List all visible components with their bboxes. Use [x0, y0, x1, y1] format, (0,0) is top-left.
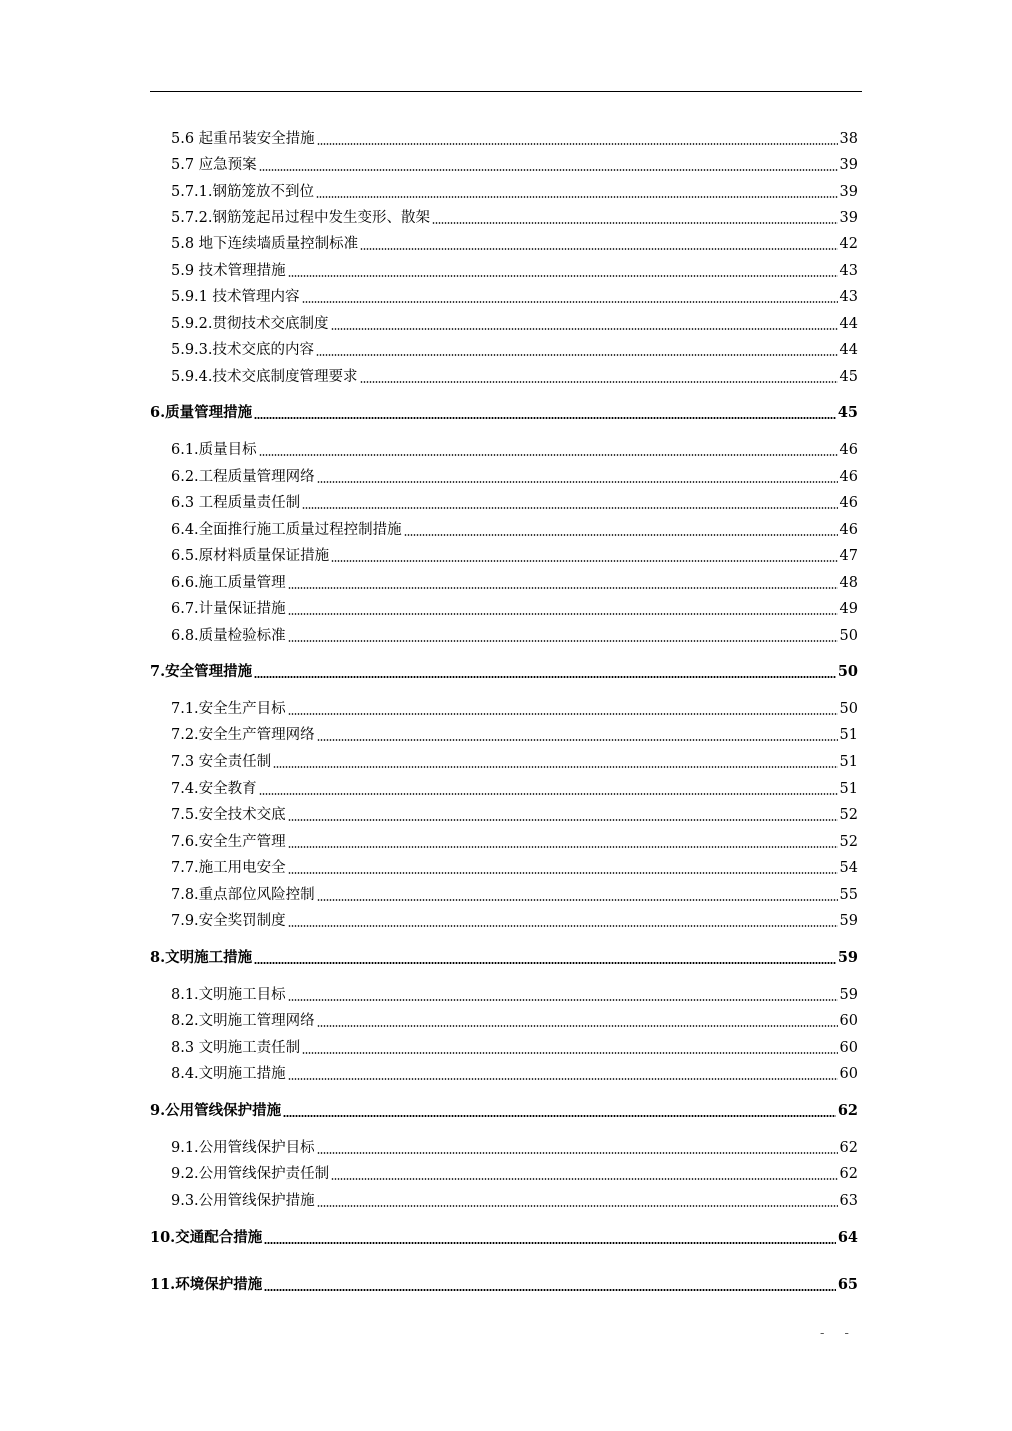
dot-leader	[331, 328, 838, 330]
dot-leader	[331, 560, 837, 562]
toc-entry-title: 6.2.工程质量管理网络	[171, 469, 315, 485]
dot-leader	[360, 381, 838, 383]
toc-entry-page-number: 60	[839, 1040, 858, 1056]
toc-section-entry[interactable]	[171, 722, 858, 744]
toc-section-entry[interactable]	[171, 258, 858, 280]
toc-entry-page-number: 47	[839, 548, 858, 564]
dot-leader	[264, 1242, 836, 1244]
toc-entry-page-number: 59	[837, 949, 858, 966]
toc-entry-title: 6.8.质量检验标准	[171, 628, 286, 644]
toc-entry-title: 6.3 工程质量责任制	[171, 495, 301, 511]
toc-section-entry[interactable]	[171, 776, 858, 798]
dot-leader	[288, 999, 838, 1001]
toc-section-entry[interactable]	[171, 908, 858, 930]
dot-leader	[254, 676, 836, 678]
toc-entry-title: 11.环境保护措施	[150, 1276, 263, 1293]
toc-entry-title: 9.1.公用管线保护目标	[171, 1140, 315, 1156]
dot-leader	[302, 507, 837, 509]
dot-leader	[283, 1115, 836, 1117]
toc-entry-title: 8.4.文明施工措施	[171, 1066, 286, 1082]
toc-entry-title: 10.交通配合措施	[150, 1229, 263, 1246]
toc-entry-page-number: 48	[839, 575, 858, 591]
dot-leader	[288, 640, 838, 642]
dot-leader	[288, 846, 838, 848]
toc-entry-title: 7.3 安全责任制	[171, 754, 272, 770]
dot-leader	[288, 819, 838, 821]
toc-entry-title: 5.9.4.技术交底制度管理要求	[171, 369, 358, 385]
toc-entry-page-number: 45	[839, 369, 858, 385]
toc-entry-title: 7.6.安全生产管理	[171, 834, 286, 850]
toc-section-entry[interactable]	[171, 570, 858, 592]
toc-chapter-entry[interactable]	[150, 659, 858, 681]
toc-entry-page-number: 38	[839, 131, 858, 147]
toc-entry-title: 5.7.2.钢筋笼起吊过程中发生变形、散架	[171, 210, 431, 226]
dot-leader	[316, 354, 838, 356]
dot-leader	[317, 739, 838, 741]
dot-leader	[254, 417, 836, 419]
toc-entry-page-number: 65	[837, 1276, 858, 1293]
toc-entry-title: 7.1.安全生产目标	[171, 701, 286, 717]
dot-leader	[259, 793, 838, 795]
toc-entry-title: 5.8 地下连续墙质量控制标准	[171, 236, 359, 252]
toc-entry-page-number: 51	[839, 781, 858, 797]
dot-leader	[317, 143, 838, 145]
toc-section-entry[interactable]	[171, 437, 858, 459]
toc-section-entry[interactable]	[171, 855, 858, 877]
toc-entry-page-number: 54	[839, 860, 858, 876]
toc-entry-title: 7.2.安全生产管理网络	[171, 727, 315, 743]
toc-entry-title: 9.2.公用管线保护责任制	[171, 1166, 330, 1182]
toc-entry-title: 5.7.1.钢筋笼放不到位	[171, 184, 315, 200]
toc-entry-page-number: 62	[837, 1102, 858, 1119]
toc-entry-page-number: 46	[839, 442, 858, 458]
dot-leader	[302, 1052, 837, 1054]
toc-section-entry[interactable]	[171, 517, 858, 539]
toc-entry-title: 5.9.1 技术管理内容	[171, 289, 300, 305]
toc-entry-page-number: 46	[839, 495, 858, 511]
toc-section-entry[interactable]	[171, 1188, 858, 1210]
toc-entry-page-number: 52	[839, 807, 858, 823]
toc-entry-title: 5.9.2.贯彻技术交底制度	[171, 316, 329, 332]
toc-section-entry[interactable]	[171, 982, 858, 1004]
page-footer-mark: - -	[820, 1326, 857, 1341]
toc-section-entry[interactable]	[171, 1008, 858, 1030]
toc-entry-page-number: 50	[839, 701, 858, 717]
toc-section-entry[interactable]	[171, 205, 858, 227]
dot-leader	[259, 169, 838, 171]
dot-leader	[254, 962, 836, 964]
toc-section-entry[interactable]	[171, 231, 858, 253]
toc-entry-page-number: 44	[839, 316, 858, 332]
toc-section-entry[interactable]	[171, 596, 858, 618]
toc-entry-title: 8.1.文明施工目标	[171, 987, 286, 1003]
toc-entry-page-number: 60	[839, 1066, 858, 1082]
header-rule	[150, 91, 862, 92]
toc-section-entry[interactable]	[171, 802, 858, 824]
dot-leader	[259, 454, 838, 456]
toc-entry-page-number: 63	[839, 1193, 858, 1209]
toc-entry-page-number: 44	[839, 342, 858, 358]
toc-section-entry[interactable]	[171, 337, 858, 359]
toc-entry-title: 5.6 起重吊装安全措施	[171, 131, 315, 147]
toc-entry-page-number: 50	[839, 628, 858, 644]
toc-section-entry[interactable]	[171, 1135, 858, 1157]
dot-leader	[317, 899, 838, 901]
toc-section-entry[interactable]	[171, 749, 858, 771]
toc-section-entry[interactable]	[171, 490, 858, 512]
toc-entry-title: 9.公用管线保护措施	[150, 1102, 282, 1119]
toc-entry-title: 6.质量管理措施	[150, 404, 253, 421]
toc-entry-title: 5.9.3.技术交底的内容	[171, 342, 315, 358]
dot-leader	[288, 925, 838, 927]
toc-chapter-entry[interactable]	[150, 1098, 858, 1120]
toc-entry-page-number: 62	[839, 1140, 858, 1156]
toc-entry-page-number: 55	[839, 887, 858, 903]
dot-leader	[432, 222, 838, 224]
toc-entry-title: 8.2.文明施工管理网络	[171, 1013, 315, 1029]
toc-section-entry[interactable]	[171, 364, 858, 386]
toc-entry-page-number: 39	[839, 210, 858, 226]
toc-entry-title: 6.7.计量保证措施	[171, 601, 286, 617]
dot-leader	[288, 713, 838, 715]
toc-section-entry[interactable]	[171, 464, 858, 486]
toc-entry-page-number: 43	[839, 263, 858, 279]
toc-entry-page-number: 39	[839, 157, 858, 173]
dot-leader	[264, 1289, 836, 1291]
toc-section-entry[interactable]	[171, 311, 858, 333]
toc-entry-title: 8.文明施工措施	[150, 949, 253, 966]
toc-section-entry[interactable]	[171, 284, 858, 306]
toc-entry-page-number: 46	[839, 522, 858, 538]
toc-entry-page-number: 62	[839, 1166, 858, 1182]
toc-section-entry[interactable]	[171, 1035, 858, 1057]
toc-section-entry[interactable]	[171, 696, 858, 718]
toc-entry-page-number: 60	[839, 1013, 858, 1029]
toc-entry-title: 7.5.安全技术交底	[171, 807, 286, 823]
toc-entry-page-number: 45	[837, 404, 858, 421]
toc-entry-page-number: 59	[839, 913, 858, 929]
toc-entry-title: 5.9 技术管理措施	[171, 263, 286, 279]
dot-leader	[273, 766, 837, 768]
toc-entry-page-number: 51	[839, 727, 858, 743]
toc-chapter-entry[interactable]	[150, 1272, 858, 1294]
dot-leader	[288, 613, 838, 615]
toc-entry-title: 7.7.施工用电安全	[171, 860, 286, 876]
dot-leader	[360, 248, 837, 250]
toc-entry-page-number: 52	[839, 834, 858, 850]
toc-entry-title: 5.7 应急预案	[171, 157, 257, 173]
toc-entry-title: 7.4.安全教育	[171, 781, 257, 797]
toc-entry-title: 6.4.全面推行施工质量过程控制措施	[171, 522, 402, 538]
dot-leader	[317, 1205, 838, 1207]
toc-chapter-entry[interactable]	[150, 1225, 858, 1247]
toc-entry-page-number: 43	[839, 289, 858, 305]
toc-section-entry[interactable]	[171, 1061, 858, 1083]
toc-entry-title: 6.5.原材料质量保证措施	[171, 548, 330, 564]
toc-entry-title: 8.3 文明施工责任制	[171, 1040, 301, 1056]
toc-entry-page-number: 46	[839, 469, 858, 485]
toc-section-entry[interactable]	[171, 882, 858, 904]
dot-leader	[288, 587, 838, 589]
toc-entry-page-number: 64	[837, 1229, 858, 1246]
toc-entry-title: 7.9.安全奖罚制度	[171, 913, 286, 929]
toc-entry-title: 6.6.施工质量管理	[171, 575, 286, 591]
toc-section-entry[interactable]	[171, 179, 858, 201]
toc-entry-page-number: 50	[837, 663, 858, 680]
toc-entry-page-number: 42	[839, 236, 858, 252]
toc-chapter-entry[interactable]	[150, 945, 858, 967]
dot-leader	[288, 872, 838, 874]
dot-leader	[317, 1152, 838, 1154]
toc-entry-page-number: 49	[839, 601, 858, 617]
toc-entry-title: 7.安全管理措施	[150, 663, 253, 680]
toc-entry-title: 9.3.公用管线保护措施	[171, 1193, 315, 1209]
toc-chapter-entry[interactable]	[150, 400, 858, 422]
toc-section-entry[interactable]	[171, 126, 858, 148]
toc-section-entry[interactable]	[171, 152, 858, 174]
dot-leader	[331, 1178, 837, 1180]
dot-leader	[288, 275, 838, 277]
toc-section-entry[interactable]	[171, 1161, 858, 1183]
toc-section-entry[interactable]	[171, 623, 858, 645]
dot-leader	[316, 196, 838, 198]
toc-entry-page-number: 39	[839, 184, 858, 200]
dot-leader	[288, 1078, 838, 1080]
dot-leader	[404, 534, 838, 536]
dot-leader	[317, 481, 838, 483]
dot-leader	[302, 301, 838, 303]
toc-section-entry[interactable]	[171, 543, 858, 565]
dot-leader	[317, 1025, 838, 1027]
toc-entry-title: 7.8.重点部位风险控制	[171, 887, 315, 903]
toc-entry-title: 6.1.质量目标	[171, 442, 257, 458]
toc-entry-page-number: 59	[839, 987, 858, 1003]
toc-section-entry[interactable]	[171, 829, 858, 851]
toc-entry-page-number: 51	[839, 754, 858, 770]
